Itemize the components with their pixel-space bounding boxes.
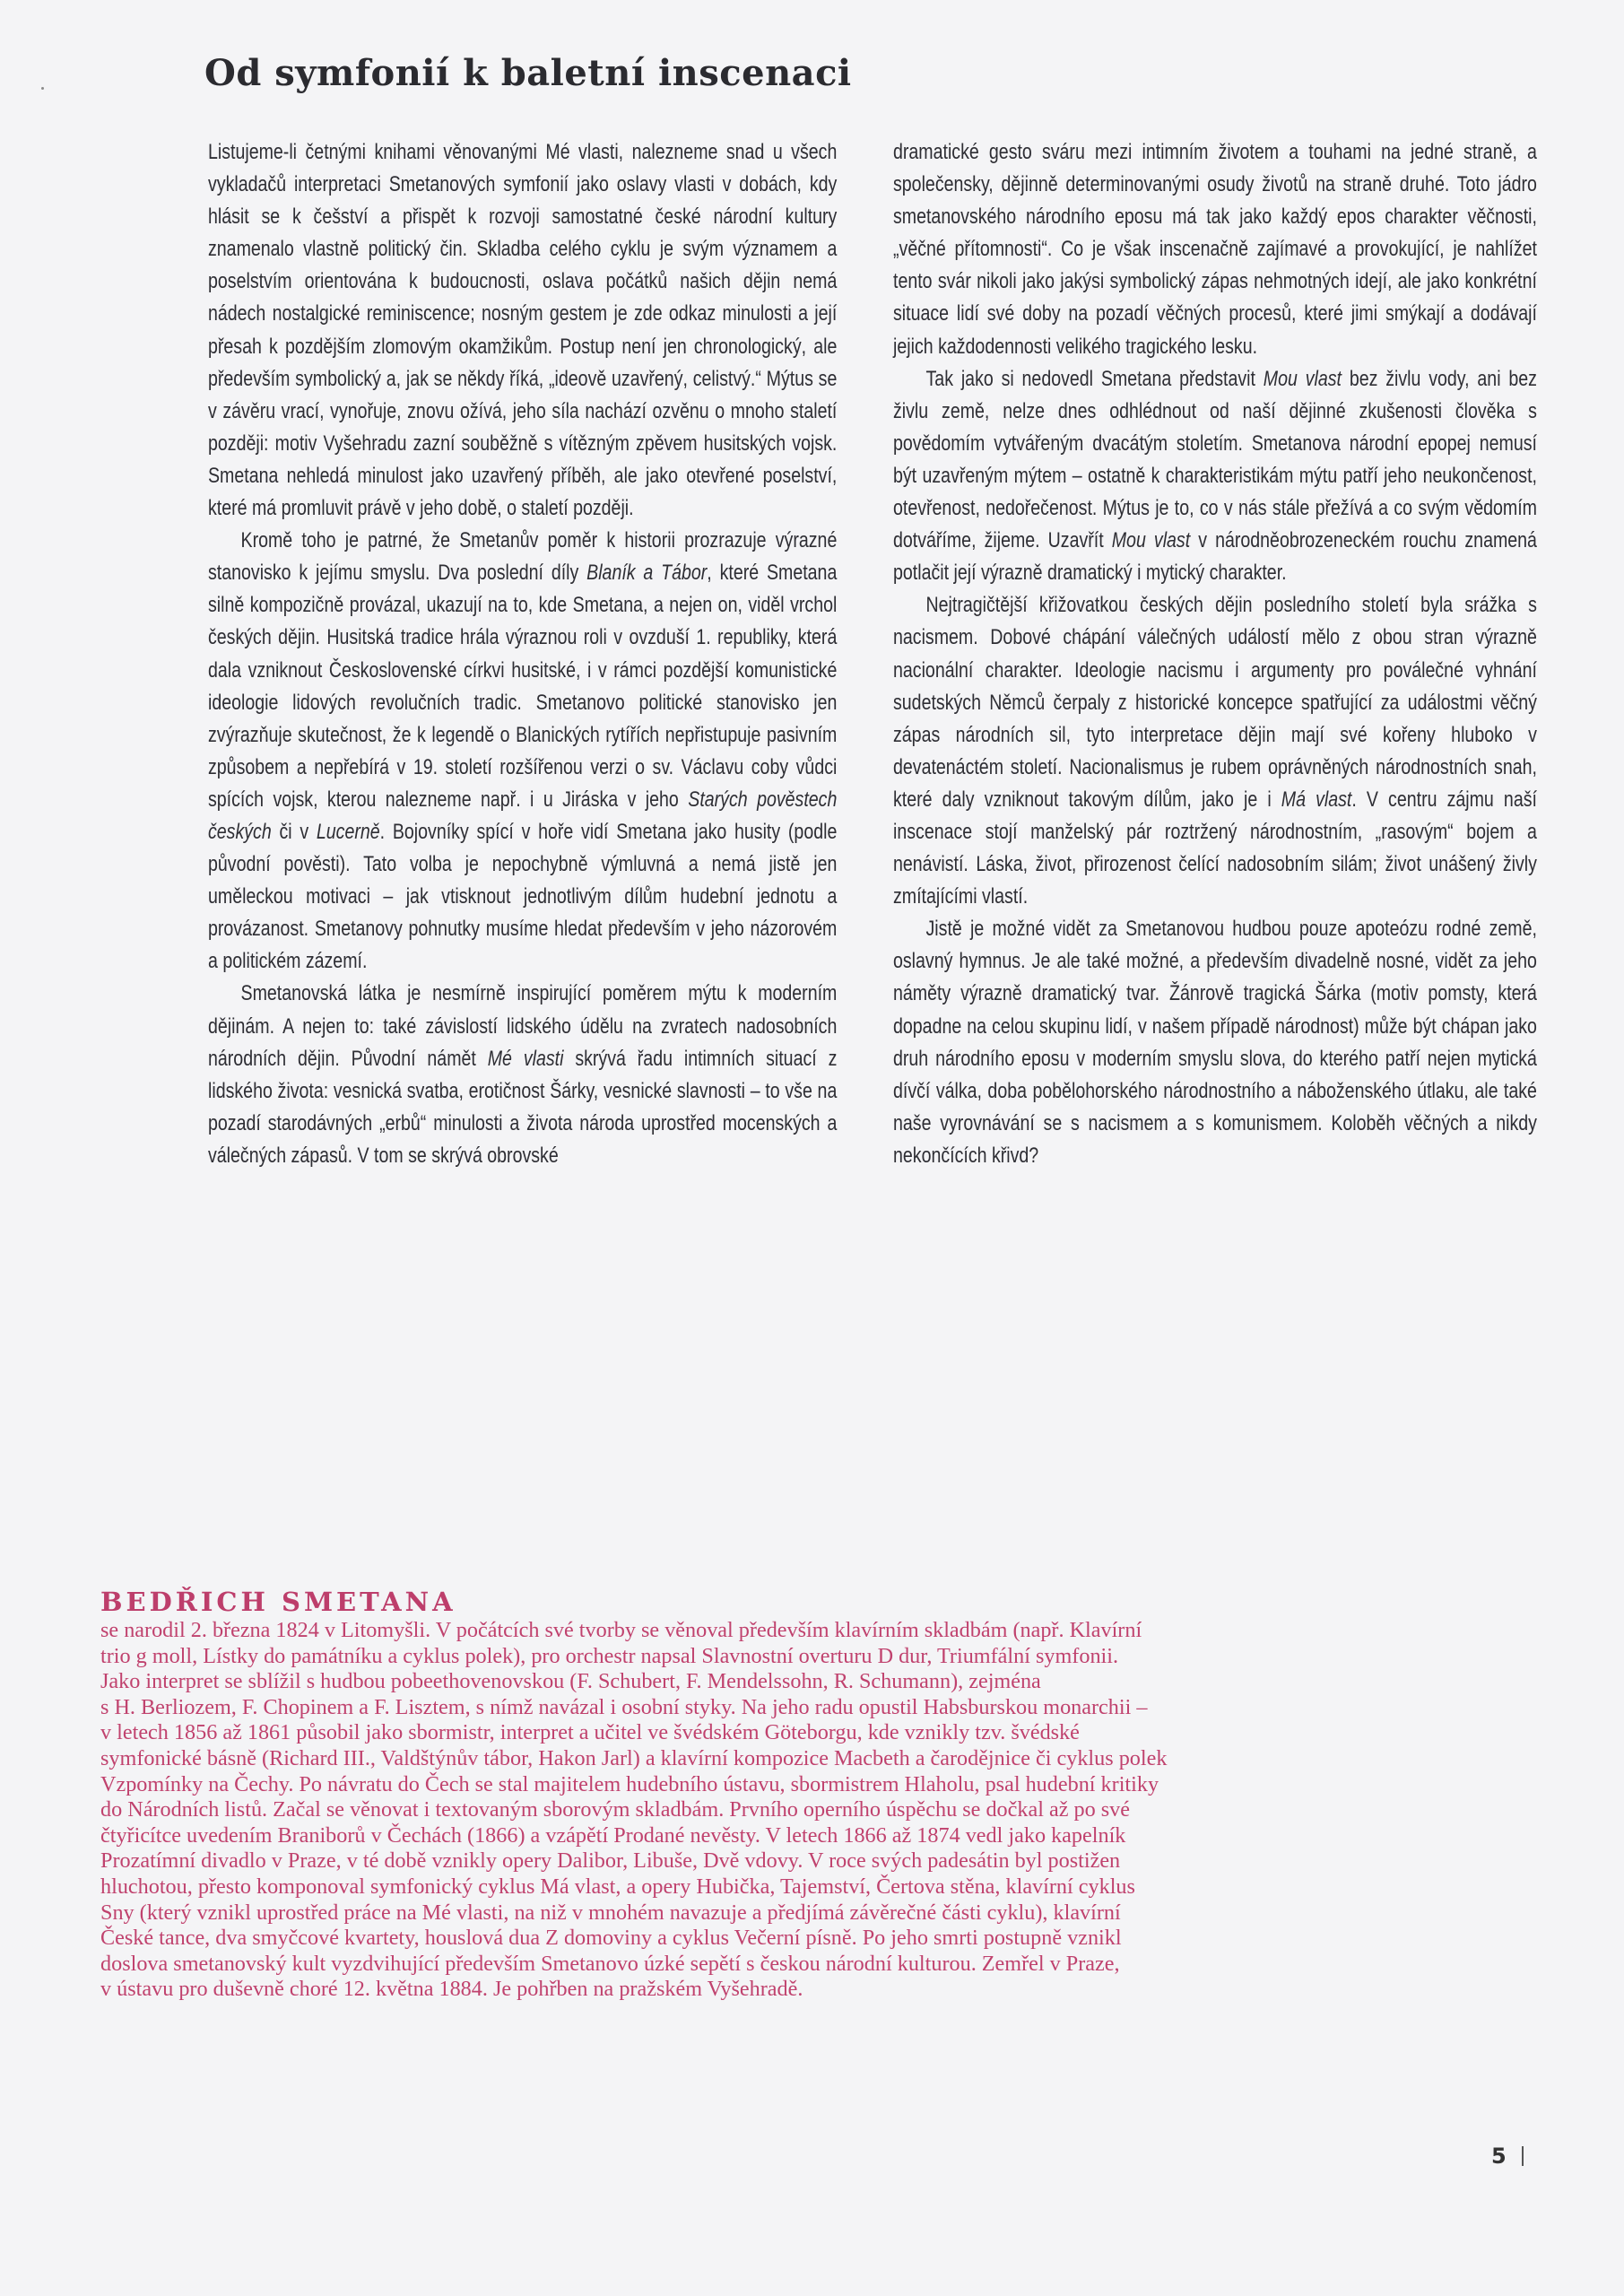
italic-title-text: Starých pověstech českých xyxy=(208,787,838,844)
italic-title-text: Mé vlasti xyxy=(487,1047,564,1071)
italic-title-text: Mou vlast xyxy=(1263,367,1342,391)
paragraph-text: Jistě je možné vidět za Smetanovou hudbou pouze apoteózu rodné země, oslavný hymnus. Je ale také možné, a především divadelně nosné, vidět za jeho náměty výrazně dramatický tvar. Žánrově tragická Šárka (motiv pomsty, která dopadne na celou skupinu lidí, v našem případě národnost) může být chápan jako druh národního eposu v moderním smyslu slova, do kterého patří nejen mytická dívčí válka, doba pobělohorského národnostního a náboženského útlaku, ale také naše vyrovnávání se s nacismem a s komunismem. Koloběh věčných a nikdy nekončících křivd? xyxy=(893,918,1537,1168)
biography-heading: BEDŘICH SMETANA xyxy=(100,1587,456,1617)
biography-line: do Národních listů. Začal se věnovat i textovaným sborovým skladbám. Prvního operního úspěchu se dočkal až po své xyxy=(100,1797,1130,1822)
paragraph-text: či v xyxy=(271,820,317,844)
biography-line: s H. Berliozem, F. Chopinem a F. Lisztem, s nímž navázal i osobní styky. Na jeho radu opustil Habsburskou monarchii – xyxy=(100,1694,1148,1719)
paragraph-text: Smetanovská látka je nesmírně inspirující poměrem mýtu k moderním dějinám. A nejen to: také závislostí lidského údělu na zvratech nadosobních národních dějin. Původní námět xyxy=(208,982,838,1071)
article-paragraph xyxy=(893,913,1537,1172)
article-title: Od symfonií k baletní inscenaci xyxy=(204,52,852,94)
paragraph-text: Tak jako si nedovedl Smetana představit xyxy=(925,367,1264,391)
biography-line: Vzpomínky na Čechy. Po návratu do Čech se stal majitelem hudebního ústavu, sbormistrem Hlaholu, psal hudební kritiky xyxy=(100,1771,1159,1796)
article-paragraph xyxy=(208,525,837,978)
paragraph-text: v národněobrozeneckém rouchu znamená potlačit její výrazně dramatický i mytický charakter. xyxy=(893,529,1537,586)
biography-line: symfonické básně (Richard III., Valdštýnův tábor, Hakon Jarl) a klavírní kompozice Macbeth a čarodějnice či cyklus polek xyxy=(100,1745,1168,1770)
biography-line: se narodil 2. března 1824 v Litomyšli. V počátcích své tvorby se věnoval především klavírním skladbám (např. Klavírní xyxy=(100,1618,1142,1642)
paragraph-text: . Bojovníky spící v hoře vidí Smetana jako husity (podle původní pověsti). Tato volba je nepochybně výmluvná a nemá jistě jen uměleckou motivaci – jak vtisknout jednotlivým dílům hudební jednotu a provázanost. Smetanovy pohnutky musíme hledat především v jeho názorovém a politickém zázemí. xyxy=(208,820,838,974)
biography-line: v letech 1856 až 1861 působil jako sbormistr, interpret a učitel ve švédském Göteborgu, kde vznikly tzv. švédské xyxy=(100,1720,1080,1745)
article-right-column xyxy=(893,136,1537,1172)
paragraph-text: skrývá řadu intimních situací z lidského života: vesnická svatba, erotičnost Šárky, vesnické slavnosti – to vše na pozadí starodávných „erbů“ minulosti a života národa uprostřed mocenských a válečných zápasů. V tom se skrývá obrovské xyxy=(208,1047,838,1168)
paragraph-text: bez živlu vody, ani bez živlu země, nelze dnes odhlédnout od naší dějinné zkušenosti člověka s povědomím vytvářeným dvacátým stoletím. Smetanova národní epopej nemusí být uzavřeným mýtem – ostatně k charakteristikám mýtu patří jeho neukončenost, otevřenost, nedořečenost. Mýtus je to, co v nás stále přežívá a co svým vědomím dotváříme, žijeme. Uzavřít xyxy=(893,367,1537,553)
page-number: 5 xyxy=(1491,2144,1507,2169)
article-paragraph xyxy=(208,978,837,1172)
biography-line: Jako interpret se sblížil s hudbou pobeethovenovskou (F. Schubert, F. Mendelssohn, R. Schumann), zejména xyxy=(100,1669,1041,1694)
biography-line: hluchotou, přesto komponoval symfonický cyklus Má vlast, a opery Hubička, Tajemství, Čertova stěna, klavírní cyklus xyxy=(100,1874,1135,1899)
article-paragraph xyxy=(893,363,1537,590)
article-paragraph xyxy=(893,136,1537,363)
paragraph-text: Nejtragičtější křižovatkou českých dějin posledního století byla srážka s nacismem. Dobové chápání válečných událostí mělo z obou stran výrazně nacionální charakter. Ideologie nacismu i argumenty pro poválečné vyhnání sudetských Němců čerpaly z historické koncepce spatřující za událostmi věčný zápas národních sil, tyto interpretace dějin mají své kořeny hluboko v devatenáctém století. Nacionalismus je rubem oprávněných národnostních snah, které daly vzniknout takovým dílům, jako je i xyxy=(893,594,1537,812)
paragraph-text: dramatické gesto sváru mezi intimním životem a touhami na jedné straně, a společensky, dějinně determinovanými osudy životů na straně druhé. Toto jádro smetanovského národního eposu má tak jako každý epos charakter věčnosti, „věčné přítomnosti“. Co je však inscenačně zajímavé a provokující, je nahlížet tento svár nikoli jako jakýsi symbolický zápas nehmotných idejí, ale jako konkrétní situace lidí své doby na pozadí věčných procesů, které jimi smýkají a dodávají jejich každodennosti velikého tragického lesku. xyxy=(893,141,1537,359)
paragraph-text: Kromě toho je patrné, že Smetanův poměr k historii prozrazuje výrazné stanovisko k jejímu smyslu. Dva poslední díly xyxy=(208,529,838,586)
paper-speck xyxy=(41,87,44,90)
biography-line: Prozatímní divadlo v Praze, v té době vznikly opery Dalibor, Libuše, Dvě vdovy. V roce svých padesátin byl postižen xyxy=(100,1848,1121,1874)
biography-line: čtyřicítce uvedením Braniborů v Čechách (1866) a vzápětí Prodané nevěsty. V letech 1866 až 1874 vedl jako kapelník xyxy=(100,1822,1126,1848)
biography-box xyxy=(100,1586,1463,2003)
italic-title-text: Blaník a Tábor xyxy=(586,561,708,586)
article-paragraph xyxy=(893,589,1537,913)
biography-line: Sny (který vznikl uprostřed práce na Mé vlasti, na niž v mnohém navazuje a předjímá závěrečné části cyklu), klavírní xyxy=(100,1900,1121,1925)
page-number-rule xyxy=(1522,2146,1524,2166)
italic-title-text: Mou vlast xyxy=(1111,529,1191,553)
biography-line: v ústavu pro duševně choré 12. května 1884. Je pohřben na pražském Vyšehradě. xyxy=(100,1977,803,2002)
italic-title-text: Má vlast xyxy=(1281,787,1352,812)
paragraph-text: Listujeme-li četnými knihami věnovanými Mé vlasti, nalezneme snad u všech vykladačů interpretaci Smetanových symfonií jako oslavy vlasti v dobách, kdy hlásit se k češství a přispět k rozvoji samostatné české národní kultury znamenalo vlastně politický čin. Skladba celého cyklu je svým významem a poselstvím orientována k budoucnosti, oslava počátků našich dějin nemá nádech nostalgické reminiscence; nosným gestem je zde odkaz minulosti a její přesah k pozdějším zlomovým okamžikům. Postup není jen chronologický, ale především symbolický a, jak se někdy říká, „ideově uzavřený, celistvý.“ Mýtus se v závěru vrací, vynořuje, znovu ožívá, jeho síla nachází ozvěnu o mnoho staletí později: motiv Vyšehradu zazní souběžně s vítězným zpěvem husitských vojsk. Smetana nehledá minulost jako uzavřený příběh, ale jako otevřené poselství, které má promluvit právě v jeho době, o staletí později. xyxy=(208,141,838,521)
biography-line: trio g moll, Lístky do památníku a cyklus polek), pro orchestr napsal Slavnostní overturu D dur, Triumfální symfonii. xyxy=(100,1643,1119,1668)
italic-title-text: Lucerně xyxy=(316,820,380,844)
biography-line: doslova smetanovský kult vyzdvihující především Smetanovo úzké sepětí s českou národní kulturou. Zemřel v Praze, xyxy=(100,1951,1120,1976)
biography-line: České tance, dva smyčcové kvartety, houslová dua Z domoviny a cyklus Večerní písně. Po jeho smrti postupně vznikl xyxy=(100,1926,1122,1951)
paragraph-text: . V centru zájmu naší inscenace stojí manželský pár roztržený národnostním, „rasovým“ bojem a nenávistí. Láska, život, přirozenost čelící nadosobním silám; život unášený živly zmítajícími vlastí. xyxy=(893,787,1537,909)
article-paragraph xyxy=(208,136,837,525)
article-left-column xyxy=(208,136,837,1172)
biography-text xyxy=(100,1618,1463,2003)
paragraph-text: , které Smetana silně kompozičně provázal, ukazují na to, kde Smetana, a nejen on, viděl vrchol českých dějin. Husitská tradice hrála výraznou roli v ovzduší 1. republiky, která dala vzniknout Československé církvi husitské, i v rámci pozdější komunistické ideologie lidových revolučních tradic. Smetanovo politické stanovisko jen zvýrazňuje skutečnost, že k legendě o Blanických rytířích nepřistupuje pasivním způsobem a nepřebírá v 19. století rozšířenou verzi o sv. Václavu coby vůdci spících vojsk, kterou nalezneme např. i u Jiráska v jeho xyxy=(208,561,838,812)
